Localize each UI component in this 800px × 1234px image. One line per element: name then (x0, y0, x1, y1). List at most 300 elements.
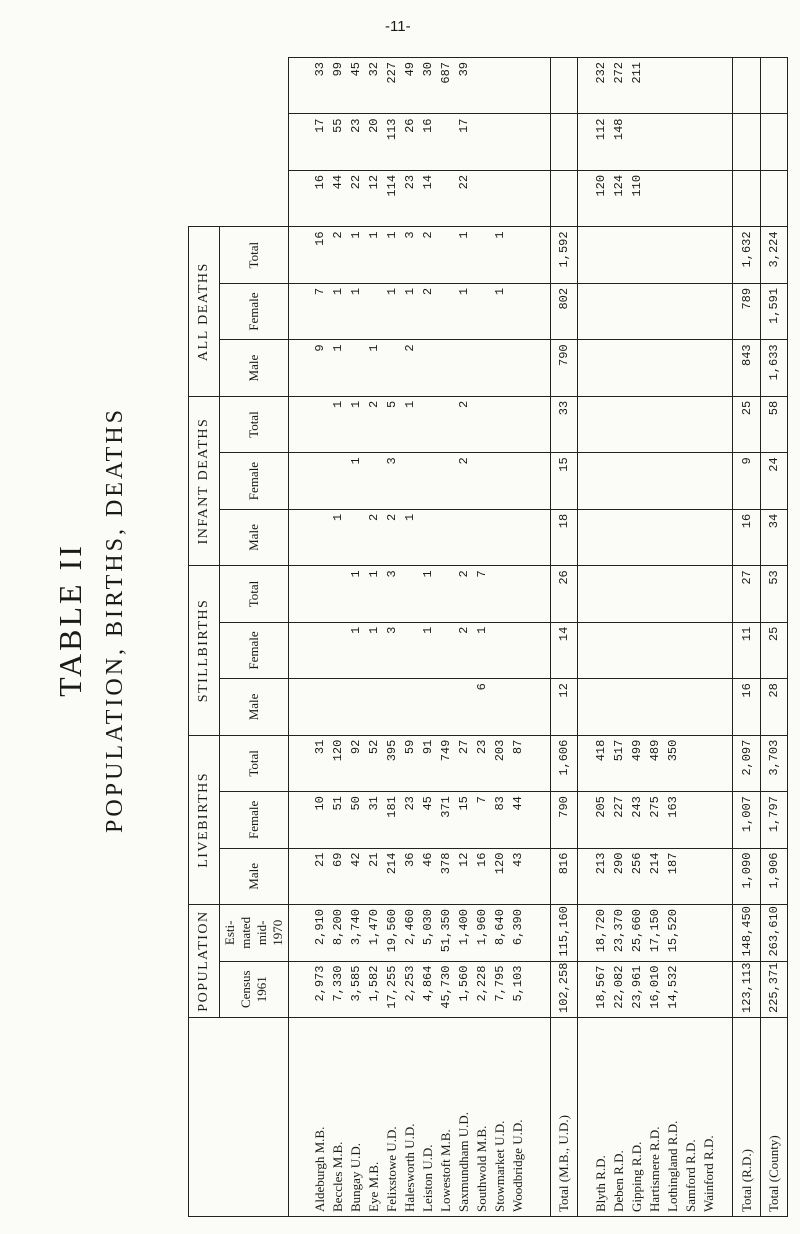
table-cell: 1 (403, 287, 418, 296)
table-cell (383, 683, 401, 730)
district-name: Felixstowe U.D. (384, 1126, 400, 1212)
table-cell: 1 (367, 570, 382, 578)
rural-total-column-1 (733, 905, 760, 961)
table-cell: 275 (648, 796, 663, 818)
table-cell (419, 683, 437, 730)
rural-column-3 (578, 792, 733, 848)
district-name: Woodbridge U.D. (510, 1119, 526, 1212)
table-cell (700, 740, 718, 787)
county-total-column-1 (760, 905, 787, 961)
table-cell: 2,910 (313, 909, 328, 946)
rural-column-15 (578, 114, 733, 170)
table-cell: 1 (403, 400, 418, 409)
table-cell (646, 401, 664, 448)
table-cell: 2 (457, 626, 472, 634)
table-cell (610, 514, 628, 561)
county-total-column-2 (760, 848, 787, 904)
table-cell (509, 288, 527, 335)
table-cell (628, 344, 646, 391)
table-cell: 214 (385, 852, 400, 875)
table-cell: 214 (648, 852, 663, 875)
table-cell: 1 (349, 570, 364, 578)
table-cell: 350 (666, 739, 681, 762)
table-cell (491, 514, 509, 561)
livebirths-total-header: Total (220, 735, 289, 791)
table-cell: 44 (511, 796, 526, 811)
table-cell (664, 401, 682, 448)
rural-total-column-7 (733, 566, 760, 622)
rural-column-8 (578, 509, 733, 565)
table-cell: 49 (403, 62, 418, 77)
district-name: Southwold M.B. (474, 1125, 490, 1212)
group-header-population: POPULATION (189, 905, 220, 1018)
rural-total-column-10 (733, 396, 760, 452)
table-cell: 1,632 (739, 231, 754, 268)
table-cell: 1 (385, 231, 400, 239)
table-cell (610, 288, 628, 335)
table-cell (401, 457, 419, 504)
district-name: Saxmundham U.D. (456, 1111, 472, 1212)
table-cell (682, 740, 700, 787)
table-cell: 1,582 (367, 965, 382, 1002)
table-cell: 31 (367, 796, 382, 811)
table-cell: 18,567 (594, 965, 609, 1009)
table-cell (347, 683, 365, 730)
table-cell: 395 (385, 739, 400, 762)
table-cell: 21 (313, 852, 328, 867)
urban-total-block (550, 58, 577, 1217)
all-deaths-female-header: Female (220, 283, 289, 339)
rural-column-13 (578, 227, 733, 283)
table-cell: 1 (349, 457, 364, 465)
table-cell (700, 627, 718, 674)
table-cell: 2 (457, 570, 472, 578)
table-cell (682, 909, 700, 956)
table-cell: 26 (557, 570, 572, 585)
table-cell: 25,660 (630, 909, 645, 953)
table-cell (509, 514, 527, 561)
table-cell (610, 231, 628, 278)
table-cell: 1 (331, 344, 346, 352)
county-total-column-3 (760, 792, 787, 848)
table-cell: 27 (739, 570, 754, 585)
table-cell (383, 344, 401, 391)
table-cell: 55 (331, 118, 346, 133)
table-cell (738, 175, 756, 222)
table-cell: 123,113 (739, 962, 754, 1013)
district-name: Total (County) (765, 1135, 781, 1212)
county-total-column-8 (760, 509, 787, 565)
table-cell: 23 (475, 739, 490, 755)
county-total-block (760, 58, 787, 1217)
table-cell (682, 570, 700, 617)
urban-total-column-7 (550, 566, 577, 622)
table-cell (419, 514, 437, 561)
livebirths-female-header: Female (220, 792, 289, 848)
table-cell (646, 119, 664, 166)
table-cell (329, 683, 347, 730)
table-cell: 120 (594, 174, 609, 197)
table-cell: 26 (403, 118, 418, 133)
table-cell (555, 62, 573, 110)
rural-total-column-15 (733, 114, 760, 170)
table-cell: 232 (594, 62, 609, 84)
table-cell (610, 627, 628, 674)
urban-total-column-14 (550, 170, 577, 226)
table-cell: 213 (594, 852, 609, 875)
table-cell (628, 514, 646, 561)
table-cell: 110 (630, 174, 645, 197)
table-cell (664, 627, 682, 674)
table-cell (700, 909, 718, 956)
table-cell (437, 231, 455, 278)
table-cell: 789 (739, 287, 754, 310)
table-cell: 51 (331, 796, 346, 811)
table-cell: 16 (739, 513, 754, 529)
county-total-column-0 (760, 961, 787, 1017)
table-cell (437, 401, 455, 448)
table-cell (664, 288, 682, 335)
table-cell (628, 231, 646, 278)
table-cell (473, 457, 491, 504)
rural-column-7 (578, 566, 733, 622)
table-cell (592, 457, 610, 504)
table-cell (455, 683, 473, 730)
table-cell: 5,030 (421, 909, 436, 946)
table-cell (509, 570, 527, 617)
urban-total-column-5 (550, 679, 577, 735)
table-cell (473, 288, 491, 335)
table-cell: 51,350 (439, 909, 454, 953)
table-cell (664, 344, 682, 391)
table-cell: 1 (367, 231, 382, 239)
infant-deaths-total-header: Total (220, 396, 289, 452)
table-cell: 2,973 (313, 965, 328, 1002)
urban-total-column-16 (550, 58, 577, 115)
table-cell: 23,961 (630, 965, 645, 1009)
stillbirths-female-header: Female (220, 622, 289, 678)
table-cell: 11 (739, 626, 754, 642)
table-cell: 1,090 (739, 852, 754, 889)
table-cell: 25 (739, 400, 754, 416)
rural-total-column-13 (733, 227, 760, 283)
table-cell: 3 (385, 626, 400, 634)
table-cell (473, 119, 491, 166)
table-cell: 58 (766, 400, 781, 416)
table-cell (419, 344, 437, 391)
rural-total-column-4 (733, 735, 760, 791)
urban-column-2 (289, 848, 551, 904)
table-cell: 1 (331, 513, 346, 521)
table-cell: 3,740 (349, 909, 364, 946)
table-cell: 7,795 (493, 965, 508, 1002)
table-cell: 749 (439, 739, 454, 762)
table-cell: 1,470 (367, 909, 382, 946)
table-cell (700, 62, 718, 110)
table-cell (437, 175, 455, 222)
table-cell (664, 457, 682, 504)
table-cell: 1 (385, 287, 400, 296)
county-total-column-5 (760, 679, 787, 735)
table-cell (682, 401, 700, 448)
table-cell (628, 119, 646, 166)
table-cell: 42 (349, 852, 364, 867)
district-name: Blyth R.D. (593, 1155, 609, 1212)
table-cell: 1,007 (739, 796, 754, 833)
table-cell (646, 627, 664, 674)
rural-total-column-11 (733, 340, 760, 396)
table-cell: 1 (493, 287, 508, 296)
table-cell (311, 570, 329, 617)
table-cell: 1 (475, 626, 490, 634)
table-cell (509, 175, 527, 222)
table-cell: 1 (421, 570, 436, 578)
table-cell (509, 119, 527, 166)
table-cell: 17 (457, 118, 472, 133)
urban-column-10 (289, 396, 551, 452)
rural-total-column-3 (733, 792, 760, 848)
urban-total-column-13 (550, 227, 577, 283)
urban-column-13 (289, 227, 551, 283)
table-cell: 1 (349, 400, 364, 409)
table-cell (646, 514, 664, 561)
table-cell (491, 344, 509, 391)
table-cell (700, 288, 718, 335)
table-cell (509, 627, 527, 674)
table-cell (592, 231, 610, 278)
group-header-livebirths: LIVEBIRTHS (189, 735, 220, 904)
table-cell (311, 514, 329, 561)
district-name: Total (R.D.) (738, 1149, 754, 1212)
table-cell (765, 62, 783, 110)
urban-column-12 (289, 283, 551, 339)
table-cell: 2 (421, 231, 436, 239)
table-cell: 102,258 (557, 962, 572, 1013)
table-cell: 7 (475, 796, 490, 804)
table-cell: 9 (313, 344, 328, 352)
table-cell (682, 457, 700, 504)
table-cell: 30 (421, 62, 436, 77)
table-cell (347, 344, 365, 391)
table-cell (329, 570, 347, 617)
table-cell: 112 (594, 118, 609, 141)
table-cell (700, 119, 718, 166)
table-cell (455, 344, 473, 391)
rural-total-column-12 (733, 283, 760, 339)
table-cell (555, 119, 573, 166)
district-name: Halesworth U.D. (402, 1123, 418, 1212)
table-cell: 181 (385, 796, 400, 818)
table-cell (509, 457, 527, 504)
table-cell: 91 (421, 739, 436, 755)
table-cell: 22 (349, 174, 364, 190)
table-cell: 203 (493, 739, 508, 762)
table-cell (437, 457, 455, 504)
table-cell: 489 (648, 739, 663, 762)
table-cell (682, 966, 700, 1013)
table-cell (700, 796, 718, 843)
table-cell (491, 119, 509, 166)
rural-total-column-9 (733, 453, 760, 509)
table-cell: 1,633 (766, 344, 781, 381)
table-cell: 1 (349, 231, 364, 239)
table-label: TABLE II (52, 543, 89, 697)
group-header-infant-deaths: INFANT DEATHS (189, 396, 220, 565)
table-cell: 15 (457, 796, 472, 811)
table-cell: 263,610 (766, 906, 781, 957)
table-cell: 816 (557, 852, 572, 875)
table-cell: 290 (612, 852, 627, 875)
table-cell: 24 (766, 457, 781, 472)
table-body (289, 58, 788, 1217)
rural-column-5 (578, 679, 733, 735)
county-total-column-7 (760, 566, 787, 622)
table-cell: 18,720 (594, 909, 609, 953)
urban-total-column-6 (550, 622, 577, 678)
table-cell (664, 231, 682, 278)
table-cell: 39 (457, 62, 472, 77)
table-cell (682, 175, 700, 222)
table-cell: 16 (739, 683, 754, 698)
district-name: Hartismere R.D. (647, 1126, 663, 1212)
table-cell (765, 119, 783, 166)
county-total-column-16 (760, 58, 787, 115)
table-cell: 69 (331, 852, 346, 867)
table-cell: 44 (331, 174, 346, 190)
table-cell: 1,560 (457, 965, 472, 1002)
table-cell: 3 (385, 457, 400, 465)
table-cell (365, 288, 383, 335)
table-cell (491, 62, 509, 110)
all-deaths-total-header: Total (220, 227, 289, 283)
table-title: POPULATION, BIRTHS, DEATHS (102, 407, 129, 833)
table-cell: 17 (313, 118, 328, 133)
table-cell: 1 (349, 287, 364, 296)
table-cell: 16 (421, 118, 436, 133)
urban-column-4 (289, 735, 551, 791)
table-cell: 1,960 (475, 909, 490, 946)
district-name: Lothingland R.D. (665, 1120, 681, 1212)
table-cell: 3 (385, 570, 400, 578)
county-total-district-names (760, 1018, 787, 1217)
table-cell: 45 (421, 796, 436, 811)
table-cell (437, 514, 455, 561)
table-cell: 14,532 (666, 965, 681, 1009)
district-name: Stowmarket U.D. (492, 1120, 508, 1212)
rural-total-district-names (733, 1018, 760, 1217)
table-cell: 17,255 (385, 965, 400, 1009)
table-cell (437, 344, 455, 391)
table-cell (329, 627, 347, 674)
table-cell (664, 514, 682, 561)
table-cell: 114 (385, 174, 400, 197)
table-cell: 790 (557, 796, 572, 818)
rural-column-14 (578, 170, 733, 226)
livebirths-male-header: Male (220, 848, 289, 904)
table-cell: 2,097 (739, 739, 754, 776)
district-name: Eye M.B. (366, 1161, 382, 1212)
table-cell: 790 (557, 344, 572, 366)
table-cell: 7 (313, 287, 328, 296)
urban-column-7 (289, 566, 551, 622)
table-cell (646, 288, 664, 335)
county-total-column-14 (760, 170, 787, 226)
table-cell: 1,906 (766, 852, 781, 889)
table-cell (329, 457, 347, 504)
urban-column-9 (289, 453, 551, 509)
table-cell (610, 457, 628, 504)
table-cell: 225,371 (766, 962, 781, 1013)
table-cell (628, 288, 646, 335)
table-cell (628, 683, 646, 730)
district-name: Deben R.D. (611, 1150, 627, 1212)
table-cell (664, 119, 682, 166)
table-cell: 378 (439, 852, 454, 875)
table-cell (365, 683, 383, 730)
table-cell (311, 401, 329, 448)
table-cell: 25 (766, 626, 781, 642)
table-cell: 43 (511, 852, 526, 867)
table-cell: 28 (766, 683, 781, 698)
urban-column-14 (289, 170, 551, 226)
group-header-stillbirths: STILLBIRTHS (189, 566, 220, 735)
urban-column-15 (289, 114, 551, 170)
table-cell: 14 (557, 626, 572, 642)
table-cell (682, 796, 700, 843)
rural-column-6 (578, 622, 733, 678)
table-cell (610, 344, 628, 391)
table-cell (473, 514, 491, 561)
table-cell: 1 (403, 513, 418, 521)
table-cell: 99 (331, 62, 346, 77)
table-cell (455, 514, 473, 561)
table-cell: 3 (403, 231, 418, 239)
county-total-column-13 (760, 227, 787, 283)
table-cell: 92 (349, 739, 364, 755)
table-cell: 163 (666, 796, 681, 818)
table-cell: 27 (457, 739, 472, 755)
table-cell (592, 344, 610, 391)
rural-total-column-16 (733, 58, 760, 115)
table-cell: 18 (557, 513, 572, 529)
table-cell: 2,460 (403, 909, 418, 946)
rural-column-12 (578, 283, 733, 339)
table-cell (682, 627, 700, 674)
district-name: Total (M.B., U.D.) (556, 1115, 572, 1212)
table-cell: 1 (421, 626, 436, 634)
urban-total-column-11 (550, 340, 577, 396)
table-cell: 19,560 (385, 909, 400, 953)
table-cell (311, 683, 329, 730)
table-cell (682, 119, 700, 166)
urban-total-column-2 (550, 848, 577, 904)
county-total-column-6 (760, 622, 787, 678)
table-cell (509, 62, 527, 110)
table-cell: 843 (739, 344, 754, 366)
table-cell (311, 627, 329, 674)
urban-column-16 (289, 58, 551, 115)
table-cell: 4,864 (421, 965, 436, 1002)
table-cell: 33 (557, 400, 572, 416)
table-cell: 12 (457, 852, 472, 867)
district-name: Gipping R.D. (629, 1141, 645, 1212)
urban-total-column-0 (550, 961, 577, 1017)
table-cell (628, 457, 646, 504)
table-cell (401, 683, 419, 730)
table-cell: 52 (367, 739, 382, 755)
urban-column-1 (289, 905, 551, 961)
rural-total-column-0 (733, 961, 760, 1017)
